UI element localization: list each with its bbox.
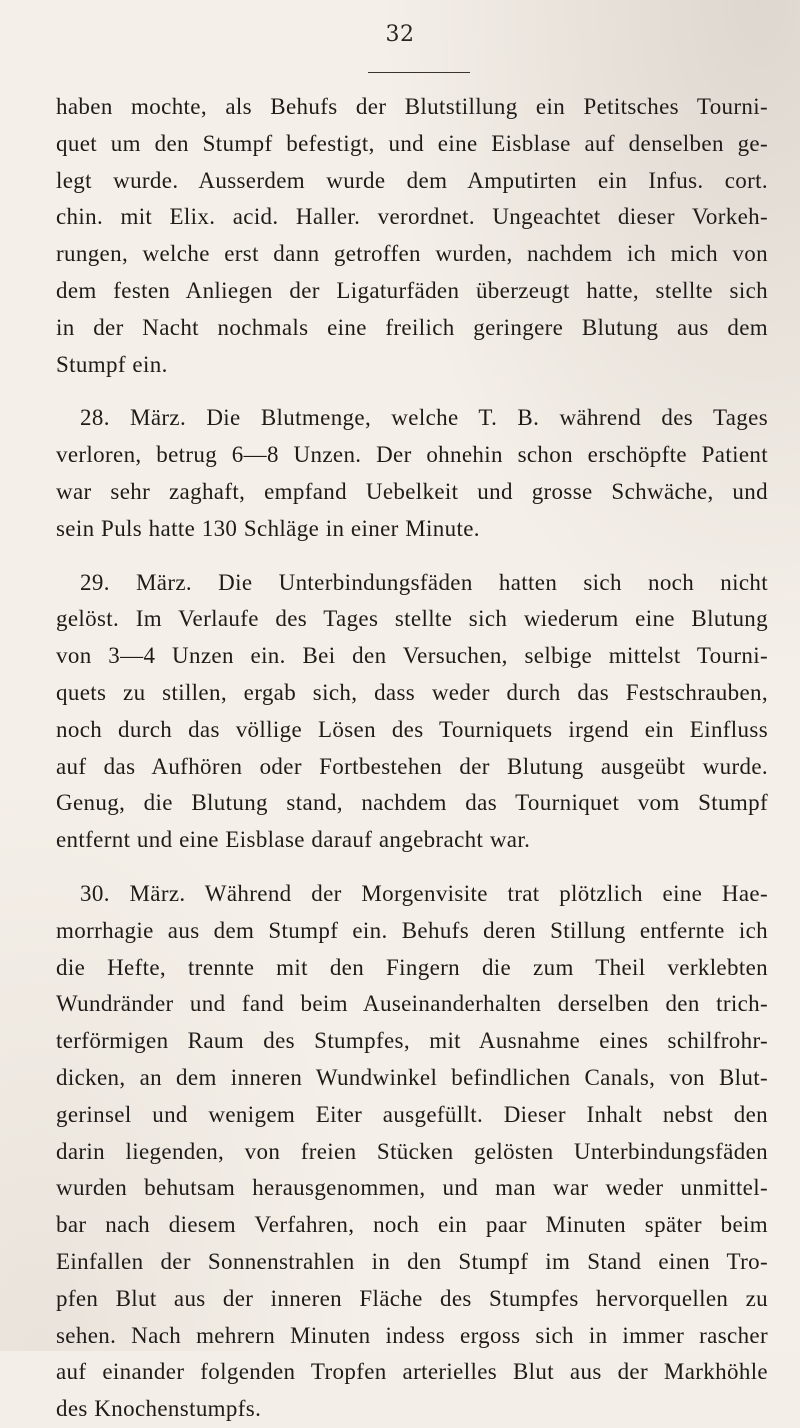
text-line: dem festen Anliegen der Ligaturfäden überzeugt hatte, stellte sich	[56, 277, 768, 303]
text-line: des Knochenstumpfs.	[56, 1396, 262, 1422]
text-line: noch durch das völlige Lösen des Tourniquets irgend ein Einfluss	[56, 716, 768, 742]
text-line: legt wurde. Ausserdem wurde dem Amputirten ein Infus. cort.	[56, 167, 768, 193]
text-line: auf das Aufhören oder Fortbestehen der Blutung ausgeübt wurde.	[56, 753, 768, 779]
page-number: 32	[385, 22, 415, 47]
text-line: Wundränder und fand beim Auseinanderhalten derselben den trich-	[56, 991, 768, 1017]
header-rule	[368, 72, 470, 73]
text-line: terförmigen Raum des Stumpfes, mit Ausnahme eines schilfrohr-	[56, 1028, 768, 1054]
paragraph-gap	[56, 383, 768, 400]
text-line: entfernt und eine Eisblase darauf angebracht war.	[56, 827, 531, 853]
text-line: wurden behutsam herausgenommen, und man war weder unmittel-	[56, 1175, 768, 1201]
text-line: auf einander folgenden Tropfen arterielles Blut aus der Markhöhle	[56, 1359, 768, 1385]
text-line: 30. März. Während der Morgenvisite trat plötzlich eine Hae-	[80, 880, 768, 906]
text-line: gelöst. Im Verlaufe des Tages stellte sich wiederum eine Blutung	[56, 606, 768, 632]
text-line: bar nach diesem Verfahren, noch ein paar Minuten später beim	[56, 1212, 768, 1238]
text-line: haben mochte, als Behufs der Blutstillung ein Petitsches Tourni-	[56, 94, 768, 119]
text-line: quet um den Stumpf befestigt, und eine Eisblase auf denselben ge-	[56, 130, 768, 156]
text-line: in der Nacht nochmals eine freilich geringere Blutung aus dem	[56, 314, 768, 340]
text-line: sehen. Nach mehrern Minuten indess ergoss sich in immer rascher	[56, 1322, 768, 1348]
text-line: morrhagie aus dem Stumpf ein. Behufs deren Stillung entfernte ich	[56, 917, 768, 943]
text-line: dicken, an dem inneren Wundwinkel befindlichen Canals, von Blut-	[56, 1064, 768, 1090]
text-line: chin. mit Elix. acid. Haller. verordnet. Ungeachtet dieser Vorkeh-	[56, 204, 768, 230]
text-line: pfen Blut aus der inneren Fläche des Stumpfes hervorquellen zu	[56, 1285, 768, 1311]
text-line: die Hefte, trennte mit den Fingern die zum Theil verklebten	[56, 954, 768, 980]
text-line: 28. März. Die Blutmenge, welche T. B. während des Tages	[80, 405, 768, 431]
text-line: Einfallen der Sonnenstrahlen in den Stumpf im Stand einen Tro-	[56, 1248, 768, 1274]
text-line: verloren, betrug 6—8 Unzen. Der ohnehin schon erschöpfte Patient	[56, 442, 768, 468]
paragraph-gap	[56, 548, 768, 565]
text-line: war sehr zaghaft, empfand Uebelkeit und grosse Schwäche, und	[56, 478, 768, 504]
body-text	[56, 89, 768, 1428]
text-line: Genug, die Blutung stand, nachdem das Tourniquet vom Stumpf	[56, 790, 768, 816]
text-line: sein Puls hatte 130 Schläge in einer Minute.	[56, 515, 480, 541]
text-line: rungen, welche erst dann getroffen wurden, nachdem ich mich von	[56, 241, 768, 267]
text-line: 29. März. Die Unterbindungsfäden hatten sich noch nicht	[80, 569, 768, 595]
text-line: gerinsel und wenigem Eiter ausgefüllt. Dieser Inhalt nebst den	[56, 1101, 768, 1127]
text-line: quets zu stillen, ergab sich, dass weder durch das Festschrauben,	[56, 679, 768, 705]
text-line: darin liegenden, von freien Stücken gelösten Unterbindungsfäden	[56, 1138, 768, 1164]
text-line: Stumpf ein.	[56, 351, 168, 377]
paragraph-gap	[56, 859, 768, 876]
text-line: von 3—4 Unzen ein. Bei den Versuchen, selbige mittelst Tourni-	[56, 643, 768, 669]
